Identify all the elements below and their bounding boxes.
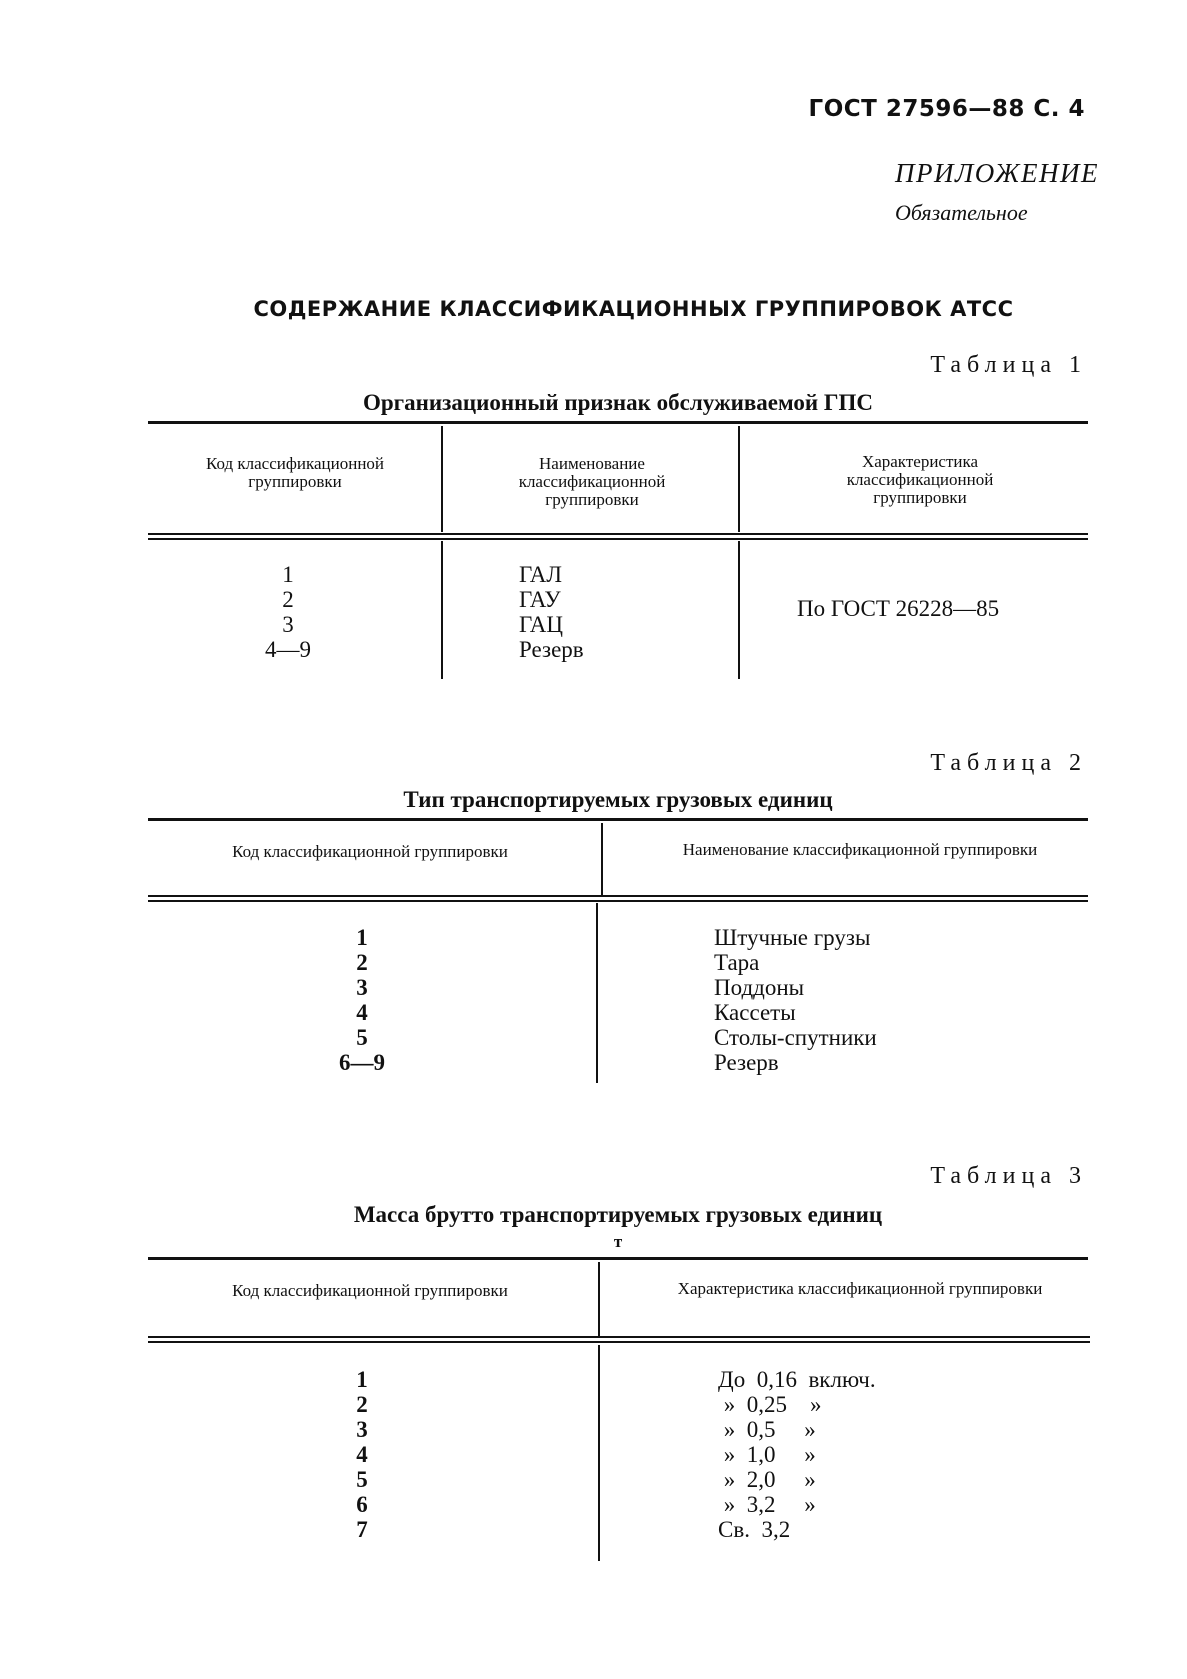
table2-names [714, 925, 877, 1075]
appendix-status: Обязательное [895, 200, 1028, 225]
table-cell-characteristic: » 0,5 » [718, 1417, 816, 1442]
table3-characteristics [718, 1367, 876, 1542]
table-cell-name: Кассеты [714, 1000, 796, 1025]
table2-header-name: Наименование классификационной группировки [682, 840, 1038, 859]
table-cell-name: Тара [714, 950, 760, 975]
table-cell-characteristic: До 0,16 включ. [718, 1367, 876, 1392]
table1-divider-2-body [738, 541, 740, 679]
table1-codes [238, 562, 338, 662]
table2-title: Тип транспортируемых грузовых единиц [403, 787, 833, 812]
table-cell-code: 4 [356, 1442, 368, 1467]
table1-characteristic: По ГОСТ 26228—85 [797, 596, 1000, 621]
table-cell-code: 2 [356, 1392, 368, 1417]
table3-header-rule [148, 1336, 1090, 1343]
table-cell-code: 1 [282, 562, 294, 587]
table-cell-name: Штучные грузы [714, 925, 871, 950]
table-cell-code: 6 [356, 1492, 368, 1517]
table-cell-code: 7 [356, 1517, 368, 1542]
table-cell-code: 3 [282, 612, 294, 637]
table-cell-code: 1 [356, 1367, 368, 1392]
table2-divider-body [596, 903, 598, 1083]
table-cell-code: 5 [356, 1025, 368, 1050]
table2-label: Таблица 2 [930, 750, 1087, 776]
table3-divider-head [598, 1262, 600, 1338]
table3-top-rule [148, 1257, 1088, 1260]
table1-top-rule [148, 421, 1088, 424]
table-cell-name: Столы-спутники [714, 1025, 877, 1050]
table-cell-code: 6—9 [339, 1050, 385, 1075]
table-cell-characteristic: » 0,25 » [718, 1392, 822, 1417]
table-cell-code: 2 [282, 587, 294, 612]
table-cell-name: Резерв [519, 637, 584, 662]
table1-header-name: Наименование классификационной группировки [518, 454, 666, 509]
table-cell-name: ГАЛ [519, 562, 563, 587]
table1-header-code: Код классификационной группировки [205, 454, 385, 491]
table-cell-code: 1 [356, 925, 368, 950]
table-cell-name: Поддоны [714, 975, 805, 1000]
table2-top-rule [148, 818, 1088, 821]
table3-unit: т [613, 1232, 623, 1251]
table1-title: Организационный признак обслуживаемой ГПС [363, 390, 873, 415]
table3-label: Таблица 3 [930, 1163, 1087, 1189]
table2-codes [312, 925, 412, 1075]
table-cell-code: 5 [356, 1467, 368, 1492]
table1-label: Таблица 1 [930, 352, 1087, 378]
table3-divider-body [598, 1345, 600, 1561]
table1-names [519, 562, 584, 662]
table-cell-name: ГАУ [519, 587, 561, 612]
table3-header-code: Код классификационной группировки [232, 1281, 508, 1300]
table3-codes [312, 1367, 412, 1542]
table1-header-characteristic: Характеристика классификационной группировки [846, 452, 994, 507]
table1-divider-1-head [441, 426, 443, 532]
table-cell-characteristic: » 1,0 » [718, 1442, 816, 1467]
table2-header-code: Код классификационной группировки [232, 842, 508, 861]
table-cell-name: ГАЦ [519, 612, 564, 637]
table1-divider-1-body [441, 541, 443, 679]
document-code: ГОСТ 27596—88 С. 4 [808, 96, 1085, 122]
table-cell-characteristic: Св. 3,2 [718, 1517, 791, 1542]
table-cell-code: 3 [356, 1417, 368, 1442]
table-cell-characteristic: » 3,2 » [718, 1492, 816, 1517]
table-cell-code: 4—9 [265, 637, 311, 662]
table-cell-name: Резерв [714, 1050, 779, 1075]
table2-header-rule [148, 895, 1088, 902]
table2-divider-head [601, 823, 603, 895]
appendix-label: ПРИЛОЖЕНИЕ [895, 158, 1099, 188]
table3-header-characteristic: Характеристика классификационной группировки [677, 1279, 1043, 1298]
table1-header-rule [148, 533, 1088, 540]
table-cell-code: 3 [356, 975, 368, 1000]
table1-divider-2-head [738, 426, 740, 532]
table-cell-characteristic: » 2,0 » [718, 1467, 816, 1492]
main-title: СОДЕРЖАНИЕ КЛАССИФИКАЦИОННЫХ ГРУППИРОВОК АТСС [253, 297, 1014, 321]
table-cell-code: 4 [356, 1000, 368, 1025]
table3-title: Масса брутто транспортируемых грузовых единиц [353, 1202, 883, 1227]
table-cell-code: 2 [356, 950, 368, 975]
